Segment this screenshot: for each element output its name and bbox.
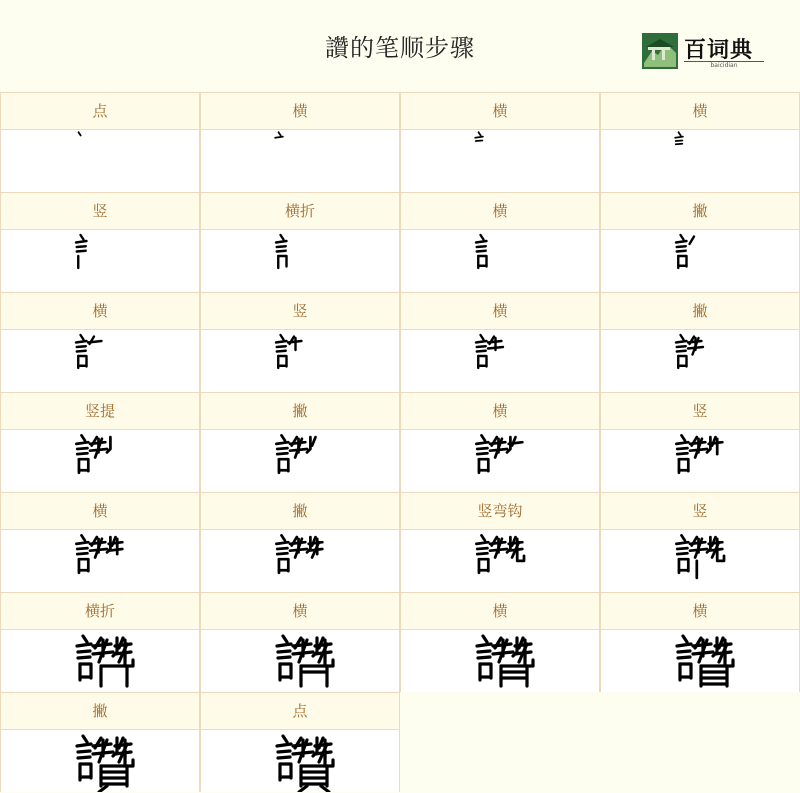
glyph-stroke — [676, 140, 683, 141]
glyph-stroke — [276, 442, 288, 444]
glyph-stroke — [477, 448, 487, 449]
glyph-stroke — [676, 241, 687, 243]
glyph-stroke — [278, 751, 290, 752]
glyph-stroke — [482, 435, 485, 440]
stroke-glyph-svg — [401, 630, 599, 692]
glyph-stroke — [76, 241, 87, 243]
stroke-step-cell — [200, 492, 400, 592]
glyph-stroke — [476, 542, 488, 544]
glyph-stroke — [76, 542, 88, 544]
glyph-stroke — [82, 535, 85, 540]
glyph-stroke — [281, 235, 284, 240]
stroke-glyph — [1, 530, 199, 592]
stroke-name-label: 横 — [1, 293, 199, 330]
stroke-step-cell — [200, 692, 400, 792]
stroke-glyph-svg — [401, 330, 599, 392]
stroke-name-label: 横 — [601, 593, 799, 630]
glyph-stroke — [517, 551, 524, 561]
glyph-stroke — [681, 235, 684, 240]
stroke-step-cell — [200, 392, 400, 492]
stroke-glyph-svg — [1, 730, 199, 792]
glyph-stroke — [315, 644, 331, 646]
glyph-stroke — [717, 551, 724, 561]
glyph-stroke — [476, 442, 488, 444]
glyph-stroke — [525, 654, 533, 666]
stroke-glyph — [201, 530, 399, 592]
glyph-stroke — [278, 757, 290, 758]
stroke-glyph-svg — [1, 630, 199, 692]
glyph-stroke — [77, 744, 91, 746]
glyph-stroke — [76, 341, 87, 343]
stroke-glyph — [401, 530, 599, 592]
glyph-stroke — [677, 453, 687, 454]
glyph-stroke — [477, 644, 491, 646]
stroke-glyph-svg — [1, 230, 199, 292]
stroke-name-label: 竖 — [601, 493, 799, 530]
glyph-stroke — [709, 542, 723, 544]
glyph-stroke — [276, 542, 288, 544]
glyph-stroke — [276, 341, 287, 343]
glyph-stroke — [483, 636, 487, 642]
stroke-glyph-svg — [1, 330, 199, 392]
glyph-stroke — [281, 335, 284, 340]
stroke-step-cell — [0, 192, 200, 292]
stroke-step-cell — [600, 392, 800, 492]
glyph-stroke — [277, 744, 291, 746]
stroke-step-cell — [600, 492, 800, 592]
glyph-stroke — [77, 351, 86, 352]
stroke-name-label: 撇 — [601, 293, 799, 330]
glyph-stroke — [682, 535, 685, 540]
stroke-step-cell — [0, 292, 200, 392]
glyph-stroke — [709, 442, 723, 444]
glyph-stroke — [277, 448, 287, 449]
stroke-name-label: 点 — [201, 693, 399, 730]
glyph-stroke — [479, 132, 481, 135]
glyph-stroke — [125, 754, 133, 766]
stroke-glyph — [601, 330, 799, 392]
glyph-stroke — [676, 442, 688, 444]
glyph-stroke — [78, 657, 90, 658]
stroke-step-cell — [200, 192, 400, 292]
glyph-stroke — [677, 644, 691, 646]
stroke-step-cell — [600, 292, 800, 392]
glyph-stroke — [77, 251, 86, 252]
glyph-stroke — [676, 542, 688, 544]
glyph-stroke — [78, 757, 90, 758]
stroke-step-cell — [600, 92, 800, 192]
glyph-stroke — [109, 542, 123, 544]
stroke-glyph — [601, 430, 799, 492]
glyph-stroke — [82, 435, 85, 440]
stroke-glyph — [1, 730, 199, 792]
stroke-glyph — [601, 530, 799, 592]
glyph-stroke — [278, 657, 290, 658]
glyph-stroke — [683, 636, 687, 642]
stroke-glyph — [201, 330, 399, 392]
stroke-name-label: 撇 — [201, 393, 399, 430]
stroke-step-cell — [400, 492, 600, 592]
stroke-name-label: 横 — [401, 193, 599, 230]
stroke-glyph-svg — [601, 330, 799, 392]
stroke-step-cell — [400, 92, 600, 192]
stroke-glyph — [401, 230, 599, 292]
glyph-stroke — [125, 654, 133, 666]
stroke-step-cell — [0, 692, 200, 792]
glyph-stroke — [681, 335, 684, 340]
stroke-glyph — [201, 430, 399, 492]
glyph-stroke — [675, 137, 683, 138]
glyph-stroke — [476, 341, 487, 343]
stroke-glyph — [401, 130, 599, 192]
stroke-glyph-svg — [201, 630, 399, 692]
stroke-name-label: 竖 — [601, 393, 799, 430]
glyph-stroke — [678, 657, 690, 658]
glyph-stroke — [325, 654, 333, 666]
stroke-glyph-svg — [601, 530, 799, 592]
glyph-stroke — [509, 542, 523, 544]
glyph-stroke — [277, 346, 286, 347]
glyph-stroke — [477, 251, 486, 252]
glyph-stroke — [677, 251, 686, 252]
glyph-stroke — [115, 744, 131, 746]
stroke-glyph — [201, 230, 399, 292]
stroke-step-cell — [0, 392, 200, 492]
stroke-glyph-svg — [401, 430, 599, 492]
glyph-stroke — [276, 241, 287, 243]
glyph-stroke — [682, 435, 685, 440]
glyph-stroke — [283, 636, 287, 642]
glyph-stroke — [83, 636, 87, 642]
glyph-stroke — [88, 341, 102, 343]
glyph-stroke — [282, 535, 285, 540]
glyph-stroke — [475, 137, 483, 138]
stroke-step-cell — [200, 592, 400, 692]
glyph-stroke — [301, 666, 327, 686]
glyph-stroke — [77, 453, 87, 454]
stroke-name-label: 横 — [1, 493, 199, 530]
stroke-glyph — [1, 430, 199, 492]
glyph-stroke — [477, 246, 486, 247]
glyph-stroke — [78, 751, 90, 752]
stroke-name-label: 竖弯钩 — [401, 493, 599, 530]
stroke-name-label: 横 — [201, 93, 399, 130]
glyph-stroke — [107, 437, 110, 452]
stroke-step-cell — [0, 592, 200, 692]
glyph-stroke — [277, 644, 291, 646]
stroke-glyph-svg — [601, 630, 799, 692]
stroke-glyph — [401, 330, 599, 392]
glyph-stroke — [278, 256, 286, 267]
stroke-glyph-svg — [601, 430, 799, 492]
glyph-stroke — [676, 144, 683, 145]
glyph-stroke — [277, 453, 287, 454]
glyph-stroke — [309, 542, 323, 544]
glyph-stroke — [77, 548, 87, 549]
glyph-stroke — [77, 644, 91, 646]
glyph-stroke — [677, 448, 687, 449]
stroke-name-label: 横折 — [1, 593, 199, 630]
stroke-step-cell — [200, 292, 400, 392]
glyph-stroke — [477, 553, 487, 554]
glyph-stroke — [678, 651, 690, 652]
stroke-glyph-svg — [1, 530, 199, 592]
glyph-stroke — [312, 437, 315, 446]
glyph-stroke — [76, 442, 88, 444]
stroke-glyph — [201, 130, 399, 192]
glyph-stroke — [677, 246, 686, 247]
glyph-stroke — [77, 246, 86, 247]
stroke-step-cell — [400, 292, 600, 392]
stroke-glyph-svg — [1, 130, 199, 192]
glyph-stroke — [279, 132, 281, 135]
stroke-name-label: 横 — [601, 93, 799, 130]
stroke-glyph — [201, 630, 399, 692]
glyph-stroke — [115, 644, 131, 646]
stroke-glyph-svg — [401, 230, 599, 292]
stroke-glyph — [601, 130, 799, 192]
stroke-glyph-svg — [201, 730, 399, 792]
stroke-step-cell — [400, 592, 600, 692]
stroke-step-cell — [400, 192, 600, 292]
glyph-stroke — [482, 535, 485, 540]
stroke-glyph — [601, 630, 799, 692]
logo-subtitle: baicidian — [684, 61, 764, 70]
stroke-step-cell — [0, 492, 200, 592]
glyph-stroke — [77, 553, 87, 554]
stroke-glyph — [1, 330, 199, 392]
glyph-stroke — [77, 346, 86, 347]
glyph-stroke — [677, 548, 687, 549]
logo[interactable] — [642, 33, 766, 71]
stroke-glyph — [1, 630, 199, 692]
stroke-step-cell — [600, 192, 800, 292]
stroke-glyph — [401, 630, 599, 692]
stroke-name-label: 横 — [401, 293, 599, 330]
glyph-stroke — [81, 235, 84, 240]
glyph-stroke — [509, 442, 523, 444]
stroke-name-label: 横 — [401, 393, 599, 430]
glyph-stroke — [515, 644, 531, 646]
glyph-stroke — [79, 132, 81, 135]
stroke-name-label: 横折 — [201, 193, 399, 230]
glyph-stroke — [277, 246, 286, 247]
glyph-stroke — [488, 347, 503, 349]
glyph-stroke — [109, 549, 123, 551]
glyph-stroke — [677, 351, 686, 352]
stroke-name-label: 横 — [201, 593, 399, 630]
stroke-name-label: 横 — [401, 593, 599, 630]
glyph-stroke — [477, 453, 487, 454]
glyph-stroke — [307, 437, 310, 452]
glyph-stroke — [278, 651, 290, 652]
stroke-glyph-svg — [601, 130, 799, 192]
glyph-stroke — [277, 351, 286, 352]
glyph-stroke — [677, 346, 686, 347]
stroke-name-label: 点 — [1, 93, 199, 130]
header — [0, 0, 800, 92]
stroke-step-cell — [400, 392, 600, 492]
stroke-glyph — [401, 430, 599, 492]
glyph-stroke — [315, 744, 331, 746]
glyph-stroke — [477, 351, 486, 352]
glyph-stroke — [501, 666, 527, 686]
glyph-stroke — [478, 651, 490, 652]
glyph-stroke — [477, 346, 486, 347]
stroke-glyph-svg — [201, 530, 399, 592]
glyph-stroke — [282, 435, 285, 440]
glyph-stroke — [81, 335, 84, 340]
glyph-stroke — [679, 132, 681, 135]
stroke-name-label: 横 — [401, 93, 599, 130]
stroke-name-label: 竖提 — [1, 393, 199, 430]
stroke-step-cell — [0, 92, 200, 192]
glyph-stroke — [83, 736, 87, 742]
glyph-stroke — [275, 137, 283, 138]
glyph-stroke — [478, 657, 490, 658]
stroke-glyph-svg — [201, 230, 399, 292]
stroke-name-label: 撇 — [201, 493, 399, 530]
stroke-glyph-svg — [401, 130, 599, 192]
glyph-stroke — [725, 654, 733, 666]
glyph-stroke — [476, 241, 487, 243]
glyph-stroke — [676, 341, 687, 343]
logo-icon — [642, 33, 678, 69]
glyph-stroke — [77, 448, 87, 449]
glyph-stroke — [690, 237, 695, 245]
glyph-stroke — [277, 548, 287, 549]
glyph-stroke — [476, 140, 483, 141]
stroke-glyph — [1, 230, 199, 292]
glyph-stroke — [715, 644, 731, 646]
glyph-stroke — [677, 553, 687, 554]
logo-text: 百词典 — [684, 38, 754, 63]
glyph-stroke — [325, 754, 333, 766]
stroke-glyph-svg — [201, 130, 399, 192]
glyph-stroke — [277, 553, 287, 554]
glyph-stroke — [481, 235, 484, 240]
page-title: 讚的笔顺步骤 — [325, 34, 475, 62]
glyph-stroke — [277, 251, 286, 252]
stroke-name-label: 撇 — [1, 693, 199, 730]
glyph-stroke — [101, 666, 127, 686]
stroke-glyph — [201, 730, 399, 792]
glyph-stroke — [78, 651, 90, 652]
stroke-name-label: 竖 — [1, 193, 199, 230]
glyph-stroke — [477, 548, 487, 549]
glyph-stroke — [283, 736, 287, 742]
stroke-step-cell — [600, 592, 800, 692]
glyph-stroke — [481, 335, 484, 340]
stroke-glyph — [601, 230, 799, 292]
stroke-step-cell — [200, 92, 400, 192]
stroke-glyph-svg — [201, 330, 399, 392]
stroke-name-label: 竖 — [201, 293, 399, 330]
stroke-glyph-svg — [1, 430, 199, 492]
stroke-glyph — [1, 130, 199, 192]
stroke-name-label: 撇 — [601, 193, 799, 230]
stroke-glyph-svg — [601, 230, 799, 292]
stroke-glyph-svg — [401, 530, 599, 592]
stroke-glyph-svg — [201, 430, 399, 492]
